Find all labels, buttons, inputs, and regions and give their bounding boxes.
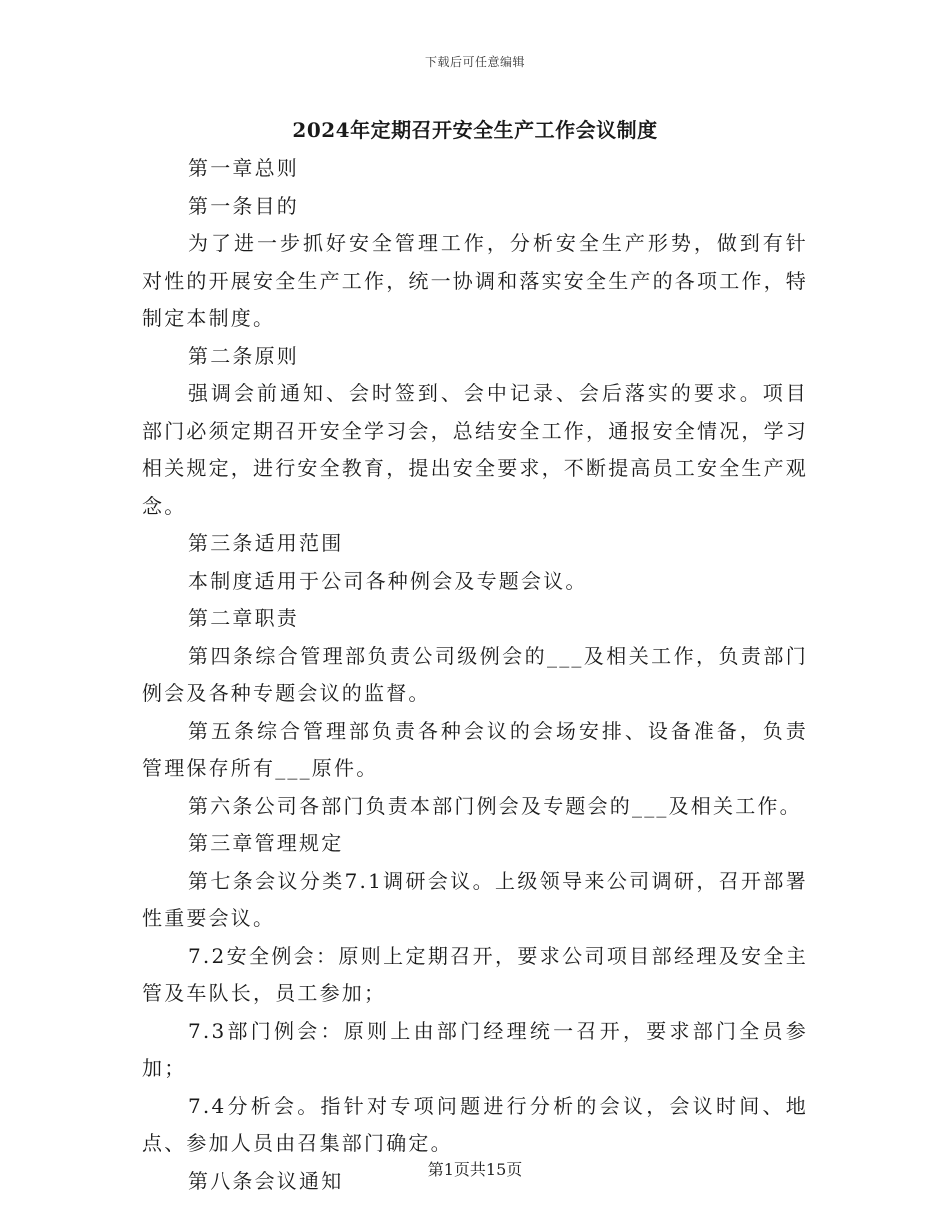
paragraph: 第四条综合管理部负责公司级例会的___及相关工作，负责部门例会及各种专题会议的监督。 bbox=[142, 643, 808, 705]
paragraph: 7.2安全例会：原则上定期召开，要求公司项目部经理及安全主管及车队长，员工参加； bbox=[142, 943, 808, 1005]
paragraph: 第三章管理规定 bbox=[188, 831, 344, 855]
paragraph: 第二章职责 bbox=[188, 606, 299, 630]
paragraph: 第七条会议分类7.1调研会议。上级领导来公司调研，召开部署性重要会议。 bbox=[142, 868, 808, 930]
paragraph: 为了进一步抓好安全管理工作，分析安全生产形势，做到有针对性的开展安全生产工作，统一协调和落实安全生产的各项工作，特制定本制度。 bbox=[142, 231, 808, 330]
document-title: 2024年定期召开安全生产工作会议制度 bbox=[292, 118, 658, 142]
page-header-note: 下载后可任意编辑 bbox=[424, 55, 525, 69]
paragraph: 本制度适用于公司各种例会及专题会议。 bbox=[188, 568, 588, 593]
paragraph: 第二条原则 bbox=[188, 343, 299, 368]
paragraph: 第三条适用范围 bbox=[188, 531, 344, 555]
paragraph: 第八条会议通知 bbox=[188, 1168, 344, 1193]
paragraph: 第一条目的 bbox=[188, 193, 299, 218]
paragraph: 第五条综合管理部负责各种会议的会场安排、设备准备，负责管理保存所有___原件。 bbox=[142, 718, 808, 780]
paragraph: 7.4分析会。指针对专项问题进行分析的会议，会议时间、地点、参加人员由召集部门确定。 bbox=[142, 1093, 808, 1155]
paragraph: 强调会前通知、会时签到、会中记录、会后落实的要求。项目部门必须定期召开安全学习会，总结安全工作，通报安全情况，学习相关规定，进行安全教育，提出安全要求，不断提高员工安全生产观念。 bbox=[142, 381, 808, 518]
paragraph: 第六条公司各部门负责本部门例会及专题会的___及相关工作。 bbox=[188, 793, 802, 818]
page-number: 第1页共15页 bbox=[427, 1160, 523, 1179]
paragraph: 第一章总则 bbox=[188, 156, 299, 180]
paragraph: 7.3部门例会：原则上由部门经理统一召开，要求部门全员参加； bbox=[142, 1018, 808, 1080]
document-body bbox=[142, 150, 808, 1200]
